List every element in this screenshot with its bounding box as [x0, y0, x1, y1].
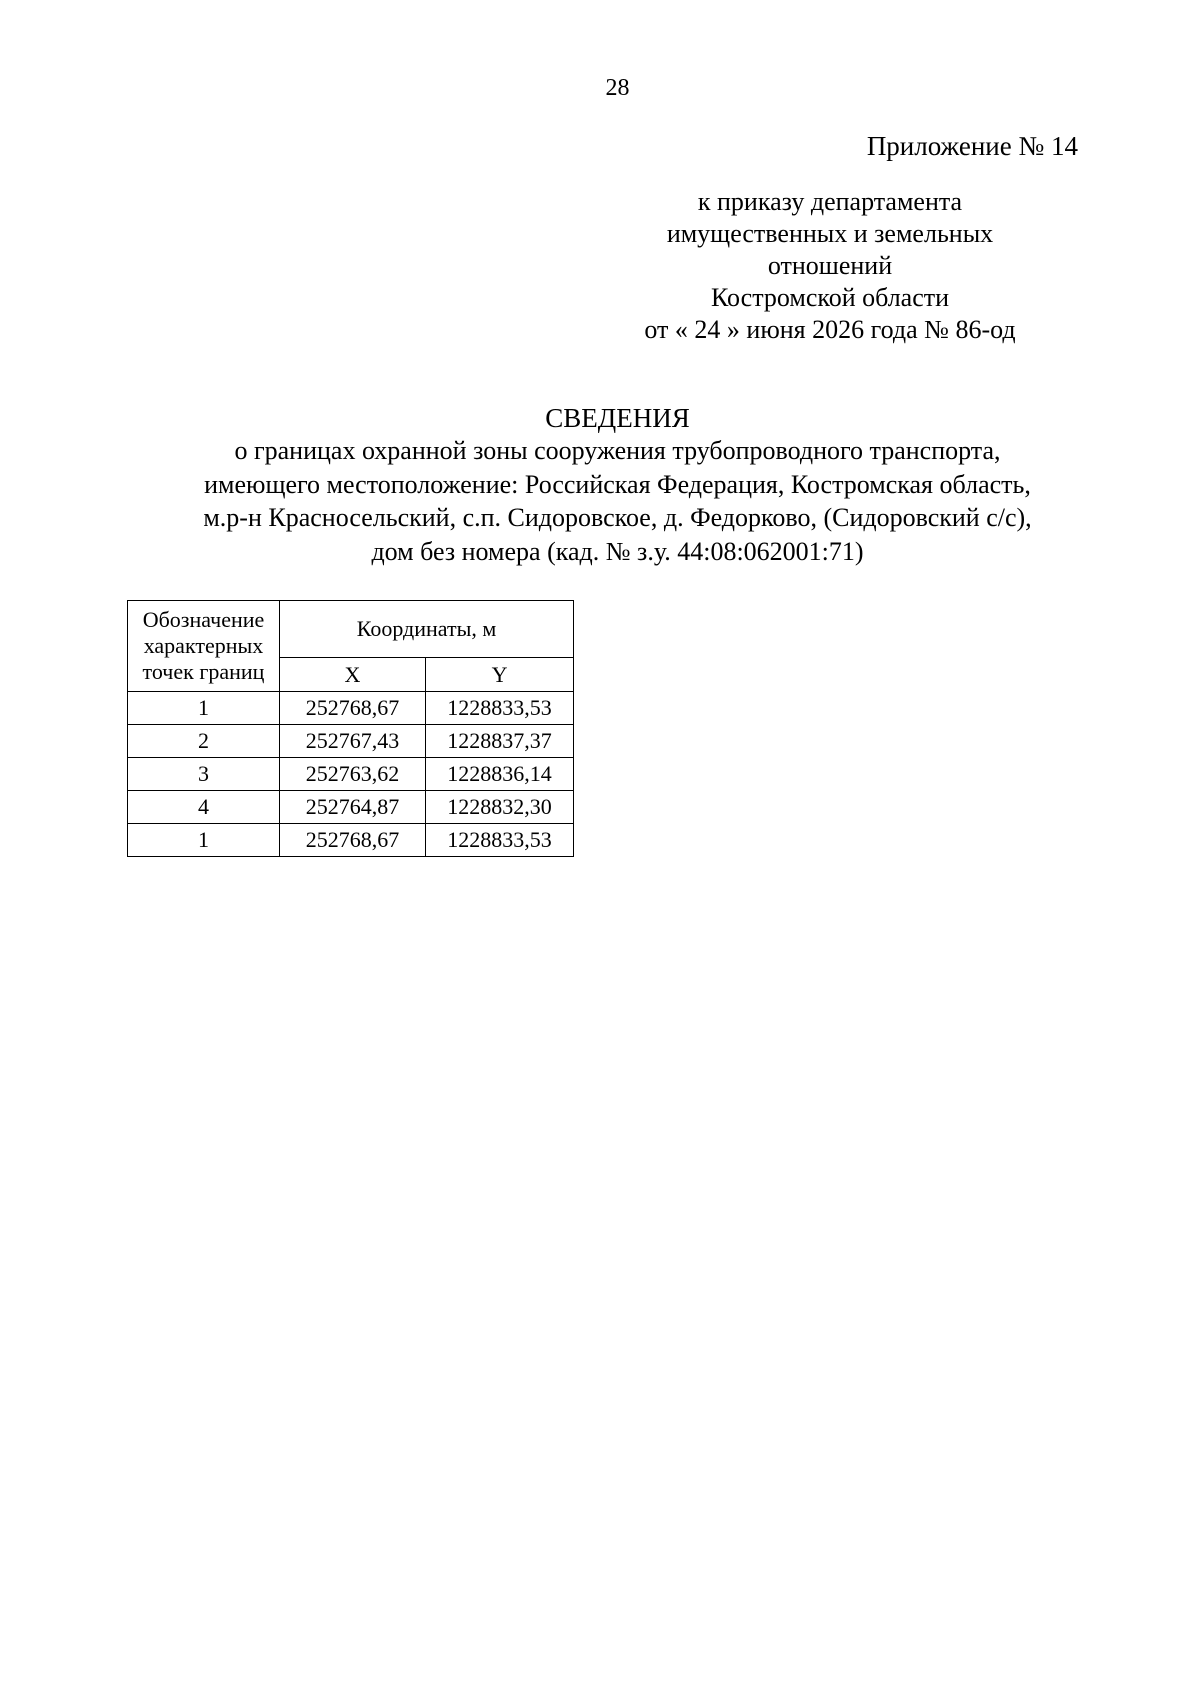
y-cell: 1228837,37: [426, 725, 574, 758]
order-ref-line: от « 24 » июня 2026 года № 86-од: [644, 315, 1016, 344]
point-cell: 4: [128, 791, 280, 824]
order-ref-line: отношений: [767, 251, 893, 280]
subtitle-line: о границах охранной зоны сооружения трубопроводного транспорта,: [234, 436, 1001, 465]
point-cell: 2: [128, 725, 280, 758]
y-cell: 1228832,30: [426, 791, 574, 824]
point-cell: 3: [128, 758, 280, 791]
table-row: [128, 791, 574, 824]
x-cell: 252764,87: [280, 791, 426, 824]
page-number: 28: [605, 75, 630, 101]
table-row: [128, 824, 574, 857]
coordinates-table: [127, 600, 574, 857]
y-cell: 1228833,53: [426, 824, 574, 857]
appendix-title: Приложение № 14: [866, 131, 1078, 161]
document-title: СВЕДЕНИЯ: [545, 403, 690, 433]
table-row: [128, 725, 574, 758]
y-cell: 1228833,53: [426, 692, 574, 725]
header-y: Y: [426, 658, 574, 692]
y-cell: 1228836,14: [426, 758, 574, 791]
subtitle-line: дом без номера (кад. № з.у. 44:08:062001:71): [371, 536, 864, 566]
subtitle-line: имеющего местоположение: Российская Федерация, Костромская область,: [204, 469, 1031, 499]
point-cell: 1: [128, 824, 280, 857]
document-subtitle: [100, 434, 1135, 568]
x-cell: 252767,43: [280, 725, 426, 758]
table-row: [128, 758, 574, 791]
order-ref-line: к приказу департамента: [697, 187, 963, 216]
point-cell: 1: [128, 692, 280, 725]
table-row: [128, 692, 574, 725]
x-cell: 252768,67: [280, 824, 426, 857]
header-x: X: [280, 658, 426, 692]
x-cell: 252768,67: [280, 692, 426, 725]
header-coordinates: Координаты, м: [280, 601, 574, 658]
order-ref-line: имущественных и земельных: [666, 219, 994, 248]
subtitle-line: м.р-н Красносельский, с.п. Сидоровское, д. Федорково, (Сидоровский с/с),: [203, 503, 1032, 532]
order-reference: [600, 186, 1060, 346]
order-ref-line: Костромской области: [710, 283, 950, 312]
x-cell: 252763,62: [280, 758, 426, 791]
header-point-designation: Обозначение характерных точек границ: [128, 601, 280, 692]
